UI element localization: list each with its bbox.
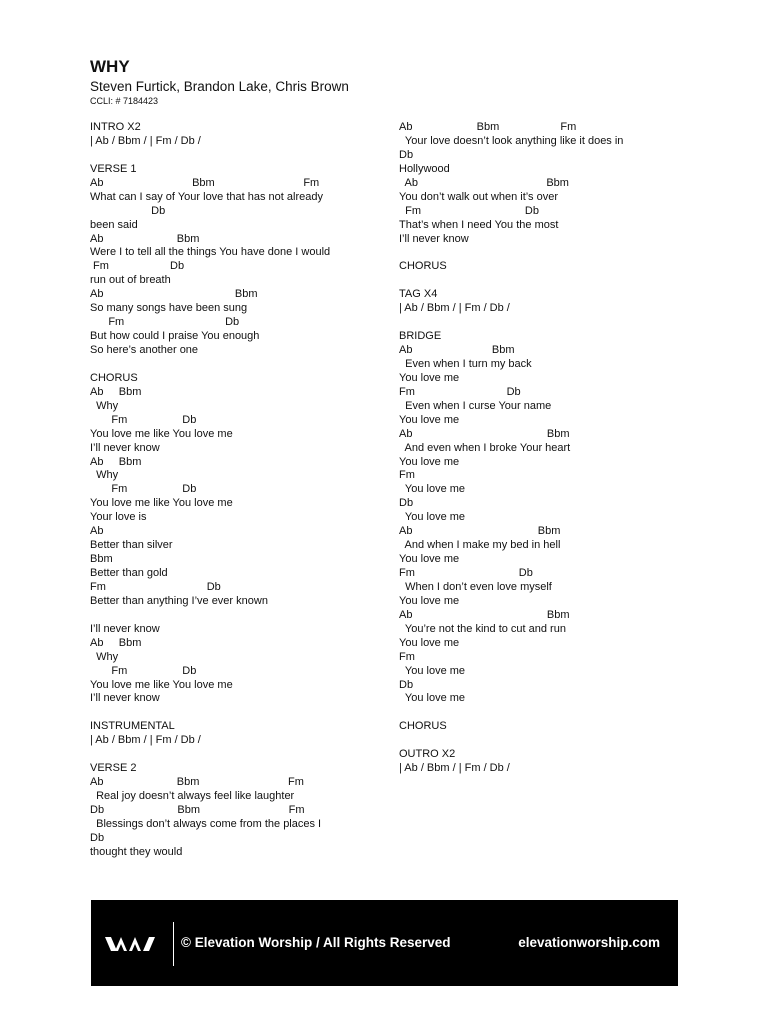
chart-line: Your love is [90, 511, 147, 524]
chart-line: Ab Bbm [90, 232, 200, 245]
chart-line: Were I to tell all the things You have done I would [90, 246, 331, 259]
chart-line: That’s when I need You the most [399, 218, 559, 231]
chart-line: thought they would [90, 845, 183, 858]
chart-line: You love me [399, 371, 460, 384]
chart-line: And even when I broke Your heart [399, 441, 571, 454]
chart-line: What can I say of Your love that has not already [90, 190, 323, 203]
chart-line: Better than anything I’ve ever known [90, 594, 268, 607]
song-authors: Steven Furtick, Brandon Lake, Chris Brown [90, 79, 349, 94]
elevation-worship-logo-icon [105, 933, 157, 955]
chart-line: Db [399, 678, 414, 691]
chart-line: I’ll never know [90, 692, 160, 705]
chart-line: You love me [399, 483, 466, 496]
chart-line [90, 748, 390, 762]
chart-line: Fm Db [90, 260, 185, 273]
chart-line: run out of breath [90, 274, 171, 287]
chart-line [399, 734, 699, 748]
chart-line: Ab Bbm [399, 427, 570, 440]
chart-line: Blessings don’t always come from the places I [90, 817, 322, 830]
chord-chart-right-column [399, 121, 699, 776]
chart-line: Ab Bbm Fm [90, 176, 320, 189]
chart-line [399, 706, 699, 720]
chart-line: Bbm [90, 553, 113, 566]
chart-line: Ab Bbm Fm [90, 776, 304, 789]
chart-line: VERSE 1 [90, 162, 137, 175]
chart-line: Fm Db [399, 567, 533, 579]
chart-line: You love me like You love me [90, 678, 233, 691]
chart-line: | Ab / Bbm / | Fm / Db / [90, 734, 201, 747]
chart-line: CHORUS [90, 371, 138, 384]
chart-line: And when I make my bed in hell [399, 539, 561, 552]
chart-line: You love me [399, 594, 460, 607]
chart-line: Better than gold [90, 567, 168, 579]
website-link[interactable]: elevationworship.com [518, 935, 660, 950]
chart-line: You love me [399, 692, 466, 705]
chart-line: Even when I turn my back [399, 357, 532, 370]
chart-line: I’ll never know [399, 232, 469, 245]
chart-line: So here’s another one [90, 344, 199, 356]
ccli-number: CCLI: # 7184423 [90, 96, 159, 106]
chart-line: When I don’t even love myself [399, 580, 552, 593]
chart-line: Your love doesn’t look anything like it does in [399, 134, 624, 147]
chart-line: Ab Bbm [90, 636, 142, 649]
chart-line: You love me [399, 455, 460, 468]
song-title: WHY [90, 57, 130, 76]
chart-line: Fm Db [90, 580, 221, 593]
chart-line: I’ll never know [90, 622, 160, 635]
chart-line: Why [90, 469, 119, 482]
copyright-footer [91, 900, 678, 986]
chart-line: Db [90, 831, 105, 844]
chart-line: been said [90, 218, 138, 231]
chart-line: OUTRO X2 [399, 748, 456, 761]
chart-line: You don’t walk out when it’s over [399, 190, 558, 203]
chart-line: CHORUS [399, 260, 447, 273]
chart-line: You’re not the kind to cut and run [399, 622, 566, 635]
chart-line: Fm Db [399, 385, 521, 398]
chart-line: You love me [399, 511, 466, 524]
chart-line: Ab Bbm [90, 455, 142, 468]
chart-line: You love me [399, 636, 460, 649]
chart-line [399, 246, 699, 260]
chart-line: Fm Db [90, 664, 197, 677]
footer-divider [173, 922, 174, 966]
chart-line: Hollywood [399, 162, 450, 175]
chart-line: You love me [399, 664, 466, 677]
chart-line: | Ab / Bbm / | Fm / Db / [90, 134, 201, 147]
chart-line [90, 706, 390, 720]
chart-line: | Ab / Bbm / | Fm / Db / [399, 762, 510, 775]
chart-line: So many songs have been sung [90, 302, 248, 315]
copyright-notice: © Elevation Worship / All Rights Reserved [181, 935, 451, 950]
chart-line: Ab Bbm [90, 288, 258, 301]
chart-line: Ab Bbm [90, 385, 142, 398]
chart-line: Fm Db [399, 204, 539, 217]
chart-line: Fm Db [90, 316, 240, 329]
chart-line: Db [399, 148, 414, 161]
chart-line: Real joy doesn’t always feel like laughter [90, 790, 295, 802]
chart-line: Db Bbm Fm [90, 803, 305, 816]
chart-line: Fm Db [90, 413, 197, 426]
chart-line: You love me like You love me [90, 497, 233, 510]
chart-line: Why [90, 399, 119, 412]
chart-line: VERSE 2 [90, 762, 137, 775]
chart-line: INSTRUMENTAL [90, 720, 175, 733]
chart-line: You love me [399, 553, 460, 566]
chart-line: Fm [399, 650, 415, 663]
chart-line: Even when I curse Your name [399, 399, 552, 412]
chart-line: INTRO X2 [90, 121, 141, 133]
chart-line: But how could I praise You enough [90, 330, 260, 343]
chart-line: You love me [399, 413, 460, 426]
chart-line: Ab Bbm [399, 525, 561, 538]
chart-line: Ab Bbm Fm [399, 121, 577, 133]
chart-line: Ab Bbm [399, 608, 570, 621]
chart-line: Db [399, 497, 414, 510]
chart-line: I’ll never know [90, 441, 160, 454]
chart-line: Fm Db [90, 483, 197, 496]
chart-line [399, 274, 699, 288]
chart-line: TAG X4 [399, 288, 438, 301]
chart-line: You love me like You love me [90, 427, 233, 440]
chart-line: Better than silver [90, 539, 173, 552]
chart-line: Ab [90, 525, 104, 538]
chart-line [90, 609, 390, 623]
chart-line: Db [90, 204, 166, 217]
chart-line: Ab Bbm [399, 176, 569, 189]
chord-chart-left-column [90, 121, 390, 860]
chart-line: Fm [399, 469, 415, 482]
chart-line: Ab Bbm [399, 344, 515, 356]
chart-line: BRIDGE [399, 330, 442, 343]
chart-line [90, 149, 390, 163]
chart-line [90, 358, 390, 372]
chart-line: | Ab / Bbm / | Fm / Db / [399, 302, 510, 315]
chart-line [399, 316, 699, 330]
chart-line: Why [90, 650, 119, 663]
chart-line: CHORUS [399, 720, 447, 733]
